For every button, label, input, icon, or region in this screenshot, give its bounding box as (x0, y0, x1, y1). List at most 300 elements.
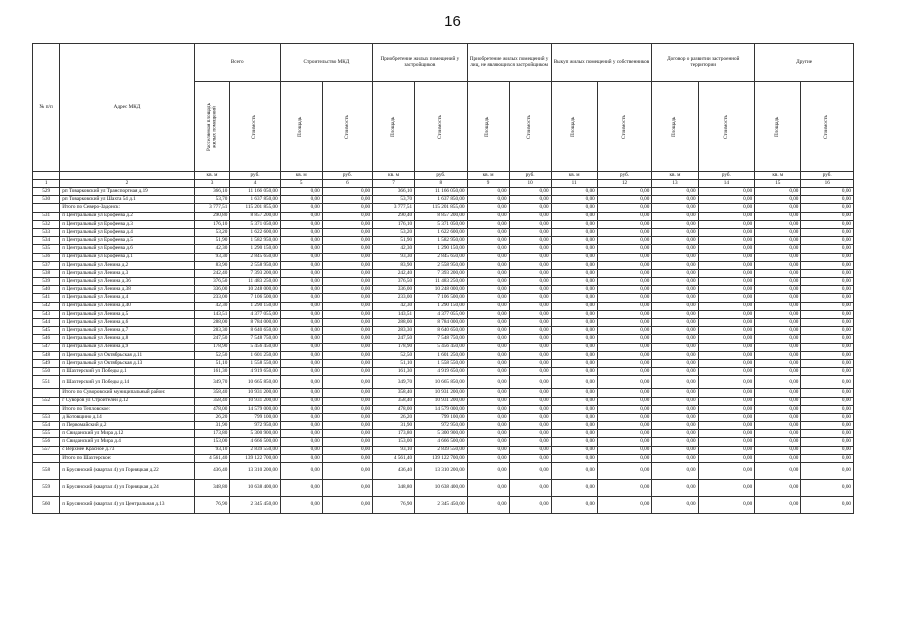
header-group: Другие (755, 44, 854, 82)
row-value: 0,00 (597, 212, 652, 220)
row-value: 0,00 (322, 430, 372, 438)
row-value: 0,00 (801, 397, 854, 405)
row-value: 0,00 (467, 310, 509, 318)
table-row (33, 220, 854, 228)
row-value: 233,00 (373, 294, 415, 302)
row-value: 0,00 (597, 286, 652, 294)
row-number: 546 (33, 335, 60, 343)
row-value: 0,00 (652, 212, 698, 220)
row-value: 42,30 (194, 302, 230, 310)
row-value: 0,00 (280, 368, 322, 376)
row-value: 0,00 (652, 446, 698, 454)
row-value: 51,10 (194, 359, 230, 367)
row-value: 26,20 (194, 413, 230, 421)
unit-cell: руб. (322, 172, 372, 180)
row-value: 0,00 (597, 446, 652, 454)
row-value: 42,30 (194, 245, 230, 253)
row-value: 0,00 (551, 220, 597, 228)
row-value: 0,00 (509, 269, 551, 277)
row-value: 5 456 450,00 (415, 343, 468, 351)
row-value: 0,00 (698, 351, 755, 359)
row-value: 0,00 (755, 438, 801, 446)
row-value: 143,51 (194, 310, 230, 318)
row-value: 0,00 (652, 397, 698, 405)
row-value: 0,00 (755, 261, 801, 269)
row-value: 0,00 (280, 454, 322, 462)
row-value: 0,00 (467, 253, 509, 261)
table-row (33, 446, 854, 454)
row-value: 247,50 (373, 335, 415, 343)
row-value: 0,00 (467, 376, 509, 389)
row-value: 0,00 (755, 220, 801, 228)
row-value: 2 845 650,00 (415, 253, 468, 261)
unit-cell: руб. (230, 172, 280, 180)
unit-cell: кв. м (467, 172, 509, 180)
row-value: 288,00 (373, 319, 415, 327)
row-value: 348,80 (373, 480, 415, 497)
row-value: 51,90 (373, 237, 415, 245)
row-value: 176,10 (373, 220, 415, 228)
row-value: 0,00 (280, 228, 322, 236)
row-value: 0,00 (698, 397, 755, 405)
row-value: 0,00 (322, 278, 372, 286)
row-value: 283,30 (194, 327, 230, 335)
row-value: 0,00 (280, 376, 322, 389)
row-value: 0,00 (801, 376, 854, 389)
header-sub-cost (230, 82, 280, 172)
row-value: 349,70 (373, 376, 415, 389)
row-value: 0,00 (551, 389, 597, 397)
row-value: 0,00 (597, 220, 652, 228)
row-value: 0,00 (509, 294, 551, 302)
row-value: 0,00 (801, 405, 854, 413)
header-group: Договор о развитии застроенной территории (652, 44, 755, 82)
row-value: 0,00 (322, 405, 372, 413)
row-value: 0,00 (467, 351, 509, 359)
row-value: 0,00 (467, 245, 509, 253)
row-value: 290,40 (373, 212, 415, 220)
row-value: 0,00 (509, 480, 551, 497)
row-address: п Центральный ул Ерофеева д.5 (60, 237, 194, 245)
row-value: 0,00 (755, 196, 801, 204)
row-value: 0,00 (698, 335, 755, 343)
row-value: 0,00 (509, 204, 551, 212)
row-value: 0,00 (652, 302, 698, 310)
row-number (33, 405, 60, 413)
row-value: 0,00 (509, 237, 551, 245)
row-value: 4 561,40 (373, 454, 415, 462)
row-value: 0,00 (652, 454, 698, 462)
row-number: 557 (33, 446, 60, 454)
row-value: 7 393 200,00 (415, 269, 468, 277)
row-value: 0,00 (698, 188, 755, 196)
row-value: 0,00 (755, 286, 801, 294)
row-value: 0,00 (801, 261, 854, 269)
table-row (33, 359, 854, 367)
row-value: 0,00 (551, 269, 597, 277)
row-value: 0,00 (652, 438, 698, 446)
row-value: 0,00 (322, 335, 372, 343)
row-value: 1 637 850,00 (230, 196, 280, 204)
row-value: 0,00 (652, 343, 698, 351)
row-value: 115 201 855,00 (230, 204, 280, 212)
resettlement-table (32, 43, 854, 514)
row-value: 0,00 (280, 253, 322, 261)
row-value: 0,00 (509, 446, 551, 454)
row-value: 8 784 000,00 (415, 319, 468, 327)
row-value: 0,00 (698, 327, 755, 335)
row-value: 478,00 (194, 405, 230, 413)
row-number: 532 (33, 220, 60, 228)
row-value: 1 558 550,00 (415, 359, 468, 367)
row-value: 0,00 (652, 368, 698, 376)
row-value: 153,00 (194, 438, 230, 446)
row-value: 0,00 (698, 359, 755, 367)
row-value: 0,00 (801, 278, 854, 286)
row-value: 0,00 (467, 463, 509, 480)
row-value: 0,00 (467, 359, 509, 367)
row-value: 0,00 (509, 253, 551, 261)
row-value: 1 558 550,00 (230, 359, 280, 367)
row-value: 348,80 (194, 480, 230, 497)
row-value: 0,00 (698, 319, 755, 327)
row-number: 542 (33, 302, 60, 310)
row-value: 0,00 (509, 351, 551, 359)
row-address: п Центральный ул Ленина д.9 (60, 343, 194, 351)
row-value: 0,00 (280, 196, 322, 204)
row-value: 0,00 (755, 335, 801, 343)
row-value: 0,00 (652, 463, 698, 480)
row-number: 545 (33, 327, 60, 335)
row-value: 0,00 (698, 463, 755, 480)
row-value: 2 345 450,00 (415, 497, 468, 514)
row-value: 0,00 (652, 310, 698, 318)
row-value: 290,80 (194, 212, 230, 220)
column-number: 10 (509, 180, 551, 188)
unit-cell: кв. м (652, 172, 698, 180)
row-value: 358,40 (194, 397, 230, 405)
row-value: 0,00 (551, 302, 597, 310)
row-value: 0,00 (280, 294, 322, 302)
row-value: 0,00 (597, 278, 652, 286)
row-value: 0,00 (698, 261, 755, 269)
row-value: 0,00 (698, 376, 755, 389)
row-value: 0,00 (597, 269, 652, 277)
row-value: 0,00 (801, 253, 854, 261)
row-value: 0,00 (801, 422, 854, 430)
row-value: 0,00 (801, 204, 854, 212)
row-value: 0,00 (551, 480, 597, 497)
row-value: 53,20 (194, 228, 230, 236)
row-value: 5 300 900,00 (415, 430, 468, 438)
row-value: 2 558 950,00 (415, 261, 468, 269)
header-group: Выкуп жилых помещений у собственников (551, 44, 652, 82)
row-address: Итого по Тепловское: (60, 405, 194, 413)
row-number: 541 (33, 294, 60, 302)
row-value: 0,00 (322, 261, 372, 269)
row-number: 529 (33, 188, 60, 196)
table-row (33, 376, 854, 389)
row-value: 0,00 (280, 430, 322, 438)
row-value: 0,00 (467, 389, 509, 397)
row-address: п Брусянский (квартал 4) ул Центральная д.13 (60, 497, 194, 514)
row-value: 0,00 (597, 261, 652, 269)
row-value: 0,00 (509, 327, 551, 335)
row-value: 0,00 (698, 212, 755, 220)
row-value: 0,00 (698, 422, 755, 430)
row-value: 0,00 (551, 245, 597, 253)
row-value: 1 637 850,00 (415, 196, 468, 204)
column-number: 6 (322, 180, 372, 188)
row-value: 0,00 (322, 212, 372, 220)
row-value: 0,00 (597, 253, 652, 261)
row-value: 51,10 (373, 359, 415, 367)
row-value: 143,51 (373, 310, 415, 318)
row-value: 0,00 (509, 463, 551, 480)
row-value: 0,00 (597, 310, 652, 318)
row-value: 0,00 (755, 430, 801, 438)
row-value: 233,00 (194, 294, 230, 302)
row-value: 0,00 (322, 269, 372, 277)
row-value: 1 622 600,00 (230, 228, 280, 236)
row-value: 366,10 (194, 188, 230, 196)
row-value: 42,30 (373, 302, 415, 310)
row-value: 8 857 200,00 (230, 212, 280, 220)
row-value: 1 582 950,00 (415, 237, 468, 245)
table-row (33, 463, 854, 480)
row-number: 551 (33, 376, 60, 389)
row-value: 0,00 (509, 188, 551, 196)
row-value: 0,00 (551, 376, 597, 389)
row-number: 556 (33, 438, 60, 446)
row-value: 0,00 (280, 319, 322, 327)
row-value: 0,00 (280, 245, 322, 253)
row-value: 0,00 (801, 188, 854, 196)
row-value: 358,40 (194, 389, 230, 397)
row-value: 0,00 (467, 446, 509, 454)
row-value: 0,00 (597, 413, 652, 421)
row-value: 0,00 (280, 343, 322, 351)
row-value: 0,00 (322, 454, 372, 462)
header-sub-label: Площадь (484, 116, 491, 137)
row-value: 0,00 (801, 286, 854, 294)
row-value: 0,00 (509, 376, 551, 389)
row-address: п Центральный ул Ленина д.8 (60, 335, 194, 343)
row-value: 0,00 (509, 497, 551, 514)
row-address: п Центральный ул Ленина д.7 (60, 327, 194, 335)
row-value: 0,00 (755, 351, 801, 359)
row-value: 0,00 (322, 327, 372, 335)
row-value: 83,90 (194, 261, 230, 269)
row-value: 0,00 (551, 253, 597, 261)
row-value: 0,00 (322, 319, 372, 327)
row-value: 0,00 (755, 343, 801, 351)
row-value: 0,00 (551, 278, 597, 286)
row-number: 550 (33, 368, 60, 376)
row-value: 0,00 (801, 220, 854, 228)
row-value: 0,00 (801, 389, 854, 397)
row-value: 5 371 050,00 (230, 220, 280, 228)
row-value: 2 345 450,00 (230, 497, 280, 514)
row-value: 0,00 (755, 269, 801, 277)
row-value: 0,00 (801, 335, 854, 343)
row-value: 0,00 (322, 204, 372, 212)
row-value: 436,40 (194, 463, 230, 480)
table-row (33, 438, 854, 446)
row-value: 173,80 (194, 430, 230, 438)
row-value: 0,00 (652, 389, 698, 397)
header-group: Всего (194, 44, 280, 82)
row-value: 0,00 (509, 228, 551, 236)
row-value: 176,10 (194, 220, 230, 228)
row-value: 0,00 (698, 220, 755, 228)
column-number: 14 (698, 180, 755, 188)
row-value: 0,00 (698, 253, 755, 261)
row-address: п Шахтерский ул Победы д.14 (60, 376, 194, 389)
row-value: 478,00 (373, 405, 415, 413)
row-value: 972 950,00 (230, 422, 280, 430)
row-value: 0,00 (467, 368, 509, 376)
column-number: 12 (597, 180, 652, 188)
row-value: 3 777,51 (194, 204, 230, 212)
row-value: 0,00 (467, 302, 509, 310)
row-value: 7 393 200,00 (230, 269, 280, 277)
table-row (33, 405, 854, 413)
table-row (33, 228, 854, 236)
row-number: 531 (33, 212, 60, 220)
row-number: 544 (33, 319, 60, 327)
row-address: п Центральный ул Ленина д.40 (60, 302, 194, 310)
table-row (33, 368, 854, 376)
column-number: 2 (60, 180, 194, 188)
column-number: 15 (755, 180, 801, 188)
row-value: 53,70 (194, 196, 230, 204)
row-value: 53,20 (373, 228, 415, 236)
row-value: 0,00 (597, 188, 652, 196)
row-value: 0,00 (801, 319, 854, 327)
row-value: 0,00 (322, 376, 372, 389)
header-sub-label: Стоимость (620, 114, 627, 139)
row-value: 0,00 (755, 294, 801, 302)
row-value: 0,00 (755, 405, 801, 413)
row-value: 0,00 (280, 220, 322, 228)
row-number: 553 (33, 413, 60, 421)
row-value: 0,00 (467, 327, 509, 335)
row-value: 0,00 (551, 310, 597, 318)
row-value: 0,00 (280, 480, 322, 497)
row-value: 0,00 (597, 359, 652, 367)
header-sub-label: Площадь (389, 116, 396, 137)
header-sub-cost (415, 82, 468, 172)
row-value: 93,10 (194, 446, 230, 454)
row-value: 0,00 (755, 368, 801, 376)
row-value: 0,00 (467, 188, 509, 196)
header-group-row (33, 44, 854, 82)
column-number: 1 (33, 180, 60, 188)
row-value: 0,00 (280, 497, 322, 514)
row-value: 10 665 850,00 (230, 376, 280, 389)
row-value: 0,00 (698, 413, 755, 421)
row-value: 0,00 (597, 430, 652, 438)
row-value: 4 561,40 (194, 454, 230, 462)
row-value: 0,00 (509, 319, 551, 327)
column-number: 5 (280, 180, 322, 188)
row-address: г Суворов ул Строителей д.12 (60, 397, 194, 405)
row-value: 2 839 550,00 (415, 446, 468, 454)
row-number: 552 (33, 397, 60, 405)
row-value: 0,00 (551, 359, 597, 367)
table-row (33, 454, 854, 462)
header-sub-area (280, 82, 322, 172)
row-value: 0,00 (698, 245, 755, 253)
header-num: № п/п (33, 44, 60, 172)
row-value: 5 456 450,00 (230, 343, 280, 351)
row-value: 972 950,00 (415, 422, 468, 430)
row-value: 0,00 (755, 237, 801, 245)
header-sub-label: Расселяемая площадь жилых помещений (205, 102, 217, 151)
row-address: рп Товарковский ул Шахта 54 д.1 (60, 196, 194, 204)
row-value: 0,00 (280, 351, 322, 359)
row-value: 4 919 650,00 (415, 368, 468, 376)
row-value: 0,00 (280, 261, 322, 269)
row-value: 0,00 (467, 294, 509, 302)
row-value: 0,00 (551, 228, 597, 236)
row-number: 530 (33, 196, 60, 204)
row-value: 0,00 (698, 310, 755, 318)
row-value: 0,00 (755, 376, 801, 389)
row-value: 0,00 (467, 422, 509, 430)
row-value: 0,00 (801, 310, 854, 318)
row-value: 0,00 (801, 212, 854, 220)
row-value: 376,50 (194, 278, 230, 286)
row-value: 0,00 (509, 389, 551, 397)
row-value: 0,00 (551, 237, 597, 245)
row-value: 799 100,00 (415, 413, 468, 421)
row-value: 0,00 (801, 269, 854, 277)
row-value: 0,00 (322, 480, 372, 497)
row-value: 0,00 (801, 302, 854, 310)
header-address: Адрес МКД (60, 44, 194, 172)
row-value: 0,00 (280, 335, 322, 343)
row-value: 0,00 (509, 413, 551, 421)
table-row (33, 319, 854, 327)
row-value: 76,90 (373, 497, 415, 514)
row-value: 4 666 500,00 (415, 438, 468, 446)
row-value: 0,00 (467, 237, 509, 245)
row-value: 0,00 (698, 302, 755, 310)
unit-cell: руб. (698, 172, 755, 180)
row-value: 0,00 (652, 261, 698, 269)
header-sub-label: Площадь (774, 116, 781, 137)
row-value: 8 857 200,00 (415, 212, 468, 220)
row-value: 139 122 700,00 (415, 454, 468, 462)
row-value: 0,00 (698, 405, 755, 413)
row-value: 178,90 (373, 343, 415, 351)
row-address: Итого по Шахтерское: (60, 454, 194, 462)
column-number: 13 (652, 180, 698, 188)
row-value: 0,00 (652, 497, 698, 514)
row-value: 0,00 (280, 389, 322, 397)
row-number: 538 (33, 269, 60, 277)
row-address: п Первомайский д.2 (60, 422, 194, 430)
unit-cell: кв. м (194, 172, 230, 180)
row-value: 0,00 (801, 438, 854, 446)
row-value: 1 290 150,00 (415, 302, 468, 310)
header-sub-cost (801, 82, 854, 172)
row-value: 0,00 (322, 228, 372, 236)
row-value: 0,00 (509, 286, 551, 294)
header-sub-label: Площадь (570, 116, 577, 137)
